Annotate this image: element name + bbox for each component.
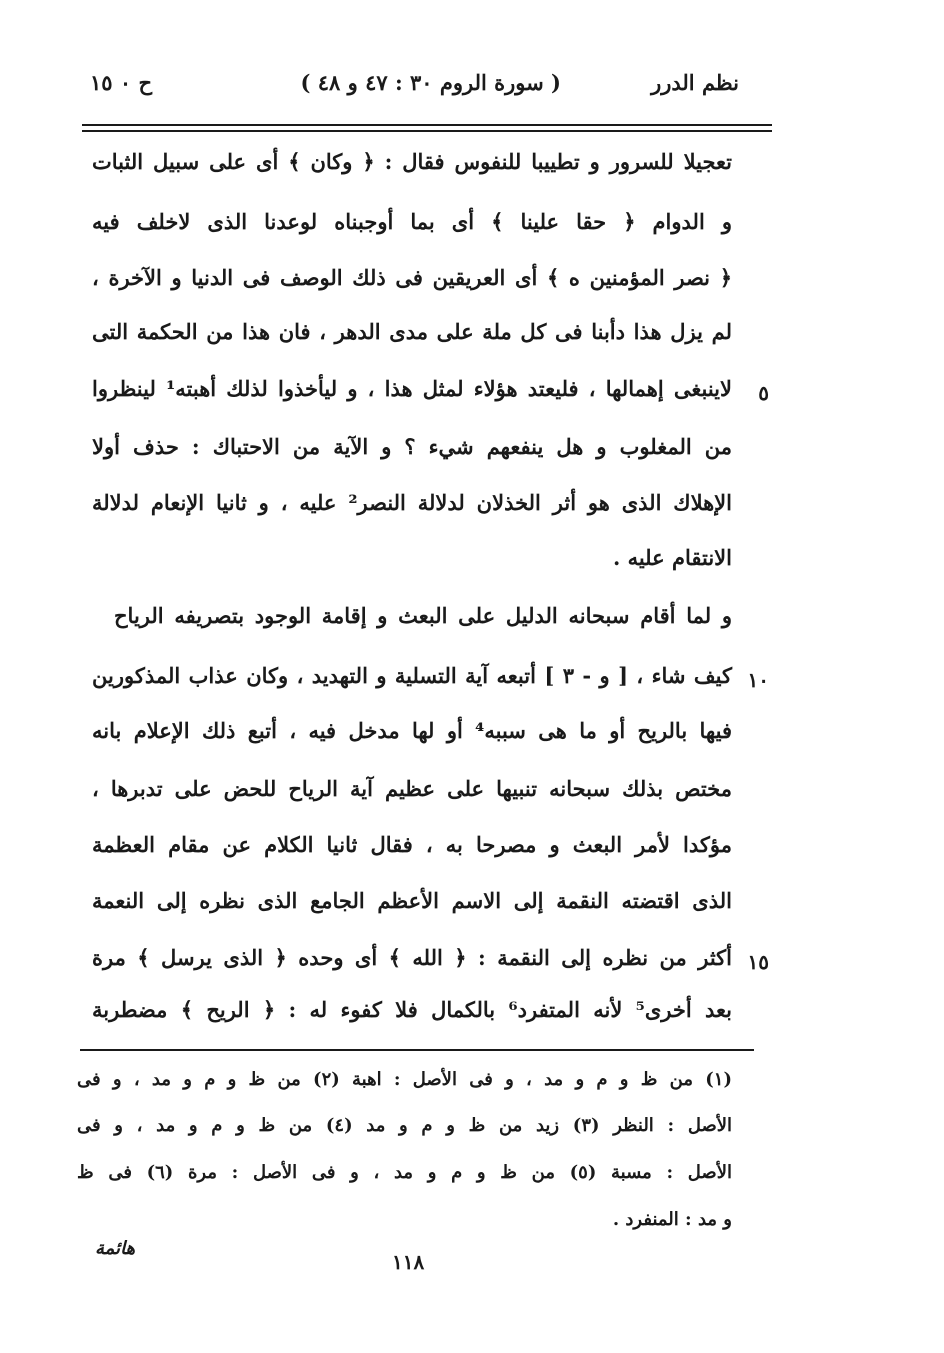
part-reference: ح ٠ ١٥ — [90, 70, 153, 95]
text-line: أكثر من نظره إلى النقمة : ﴿ الله ﴾ أى وحده ﴿ الذى يرسل ﴾ مرة — [92, 945, 732, 970]
scribe-signature: هائمة — [95, 1238, 136, 1259]
text-line: فيها بالريح أو ما هى سببه⁴ أو لها مدخل فيه ، أتبع ذلك الإعلام بانه — [92, 718, 732, 743]
line-number: ١٥ — [747, 950, 769, 974]
text-line: من المغلوب و هل ينفعهم شيء ؟ و الآية من الاحتباك : حذف أولا — [92, 434, 732, 459]
footnote-line: و مد : المنفرد . — [612, 1209, 732, 1230]
line-number: ١٠ — [747, 668, 769, 692]
header-rule-top — [82, 124, 772, 126]
footnote-line: (١) من ظ و م و مد ، و فى الأصل : اهبة (٢) من ظ و م و مد ، و فى — [77, 1069, 732, 1090]
footnote-rule — [80, 1049, 754, 1051]
text-line: لاينبغى إهمالها ، فليعتد هؤلاء لمثل هذا ، و ليأخذوا لذلك أهبته¹ لينظروا — [92, 376, 732, 401]
text-line: مؤكدا لأمر البعث و مصرحا به ، فقال ثانيا الكلام عن مقام العظمة — [92, 832, 732, 857]
book-title: نظم الدرر — [651, 70, 739, 95]
text-line: تعجيلا للسرور و تطييبا للنفوس فقال : ﴿ وكان ﴾ أى على سبيل الثبات — [92, 149, 732, 174]
text-line: الإهلاك الذى هو أثر الخذلان لدلالة النصر² عليه ، و ثانيا الإنعام لدلالة — [92, 490, 732, 515]
text-line: الذى اقتضته النقمة إلى الاسم الأعظم الجامع الذى نظره إلى النعمة — [92, 888, 732, 913]
text-line: و لما أقام سبحانه الدليل على البعث و إقامة الوجود بتصريفه الرياح — [114, 603, 732, 628]
text-line: ﴿ نصر المؤمنين ه ﴾ أى العريقين فى ذلك الوصف فى الدنيا و الآخرة ، — [92, 265, 732, 290]
text-line: كيف شاء ، [ و - ٣ ] أتبعه آية التسلية و التهديد ، وكان عذاب المذكورين — [92, 663, 732, 688]
line-number: ٥ — [758, 381, 769, 405]
header-rule-bottom — [82, 130, 772, 132]
text-line: و الدوام ﴿ حقا علينا ﴾ أى بما أوجبناه لوعدنا الذى لاخلف فيه — [92, 209, 732, 234]
running-header — [90, 70, 739, 110]
footnote-line: الأصل : مسبة (٥) من ظ و م و مد ، و فى الأصل : مرة (٦) فى ظ — [77, 1162, 732, 1183]
footnote-line: الأصل : النظر (٣) زيد من ظ و م و مد (٤) من ظ و م و مد ، و فى — [77, 1115, 733, 1136]
page-number: ١١٨ — [392, 1250, 425, 1274]
surah-reference: ( سورة الروم ٣٠ : ٤٧ و ٤٨ ) — [300, 70, 561, 95]
text-line: لم يزل هذا دأبنا فى كل ملة على مدى الدهر ، فان هذا من الحكمة التى — [92, 319, 732, 344]
text-line: الانتقام عليه . — [612, 545, 732, 570]
text-line: مختص بذلك سبحانه تنبيها على عظيم آية الرياح للحض على تدبرها ، — [92, 776, 732, 801]
text-line: بعد أخرى⁵ لأنه المتفرد⁶ بالكمال فلا كفوء له : ﴿ الريح ﴾ مضطربة — [92, 997, 732, 1022]
